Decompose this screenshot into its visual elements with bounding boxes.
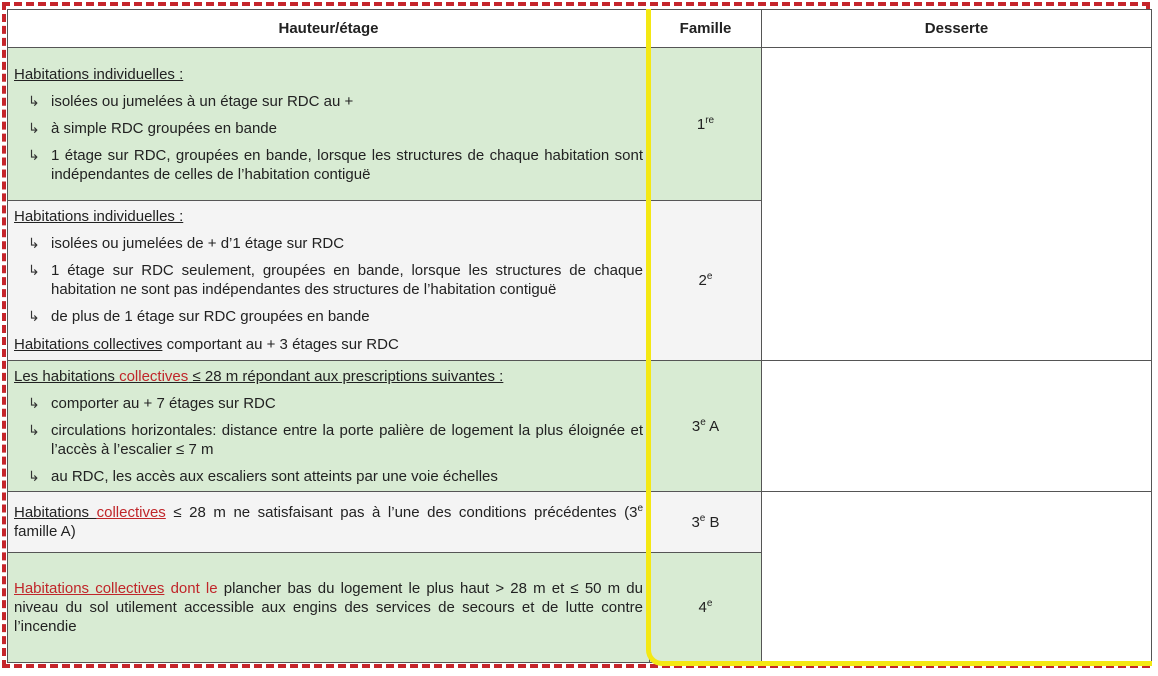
table-row: [8, 361, 1152, 492]
row-title: Habitations individuelles :: [14, 208, 184, 225]
hooked-arrow-icon: ↳: [28, 262, 40, 278]
row-footer: Habitations collectives comportant au + 3 étages sur RDC: [14, 336, 399, 353]
cell-hauteur: Habitations collectives ≤ 28 m ne satisfaisant pas à l’une des conditions précédentes (3e famille A): [8, 492, 650, 553]
cell-desserte: [762, 48, 1152, 361]
cell-hauteur: [8, 361, 650, 492]
row-title: Habitations individuelles :: [14, 65, 184, 83]
fire-safety-table: [7, 9, 1152, 663]
cell-desserte: [762, 361, 1152, 492]
hooked-arrow-icon: ↳: [28, 92, 40, 109]
list-item: ↳ 1 étage sur RDC, groupées en bande, lorsque les structures de chaque habitation sont indépendantes de celles de l’habitation contiguë: [28, 146, 643, 183]
list-item: ↳ isolées ou jumelées à un étage sur RDC au +: [28, 92, 354, 110]
list-item: ↳ de plus de 1 étage sur RDC groupées en bande: [28, 308, 370, 325]
hooked-arrow-icon: ↳: [28, 467, 40, 484]
list-item: ↳ circulations horizontales: distance entre la porte palière de logement la plus éloignée et l’accès à l’escalier ≤ 7 m: [28, 421, 643, 458]
list-item: ↳ 1 étage sur RDC seulement, groupées en bande, lorsque les structures de chaque habitation ne sont pas indépendantes des structures de l’habitation contiguë: [28, 262, 643, 298]
header-famille: Famille: [650, 10, 762, 48]
list-item: ↳ isolées ou jumelées de + d’1 étage sur RDC: [28, 235, 345, 252]
cell-famille: 2e: [650, 201, 762, 361]
hooked-arrow-icon: ↳: [28, 235, 40, 251]
cell-hauteur: [8, 48, 650, 201]
cell-famille: 4e: [650, 553, 762, 663]
hooked-arrow-icon: ↳: [28, 394, 40, 411]
cell-famille: 3e A: [650, 361, 762, 492]
cell-famille: 1re: [650, 48, 762, 201]
cell-hauteur: [8, 201, 650, 361]
row-title: Les habitations collectives ≤ 28 m répondant aux prescriptions suivantes :: [14, 367, 504, 385]
cell-desserte: [762, 492, 1152, 663]
hooked-arrow-icon: ↳: [28, 119, 40, 136]
hooked-arrow-icon: ↳: [28, 308, 40, 324]
hooked-arrow-icon: ↳: [28, 421, 40, 438]
header-hauteur: Hauteur/étage: [8, 10, 650, 48]
table-row: [8, 48, 1152, 201]
hooked-arrow-icon: ↳: [28, 146, 40, 163]
list-item: ↳ au RDC, les accès aux escaliers sont atteints par une voie échelles: [28, 467, 498, 485]
cell-famille: 3e B: [650, 492, 762, 553]
table-row: [8, 492, 1152, 553]
header-desserte: Desserte: [762, 10, 1152, 48]
list-item: ↳ comporter au + 7 étages sur RDC: [28, 394, 276, 412]
cell-hauteur: Habitations collectives dont le plancher bas du logement le plus haut > 28 m et ≤ 50 m du niveau du sol utilement accessible aux engins des services de secours et de lutte contre l’incendie: [8, 553, 650, 663]
list-item: ↳ à simple RDC groupées en bande: [28, 119, 277, 137]
